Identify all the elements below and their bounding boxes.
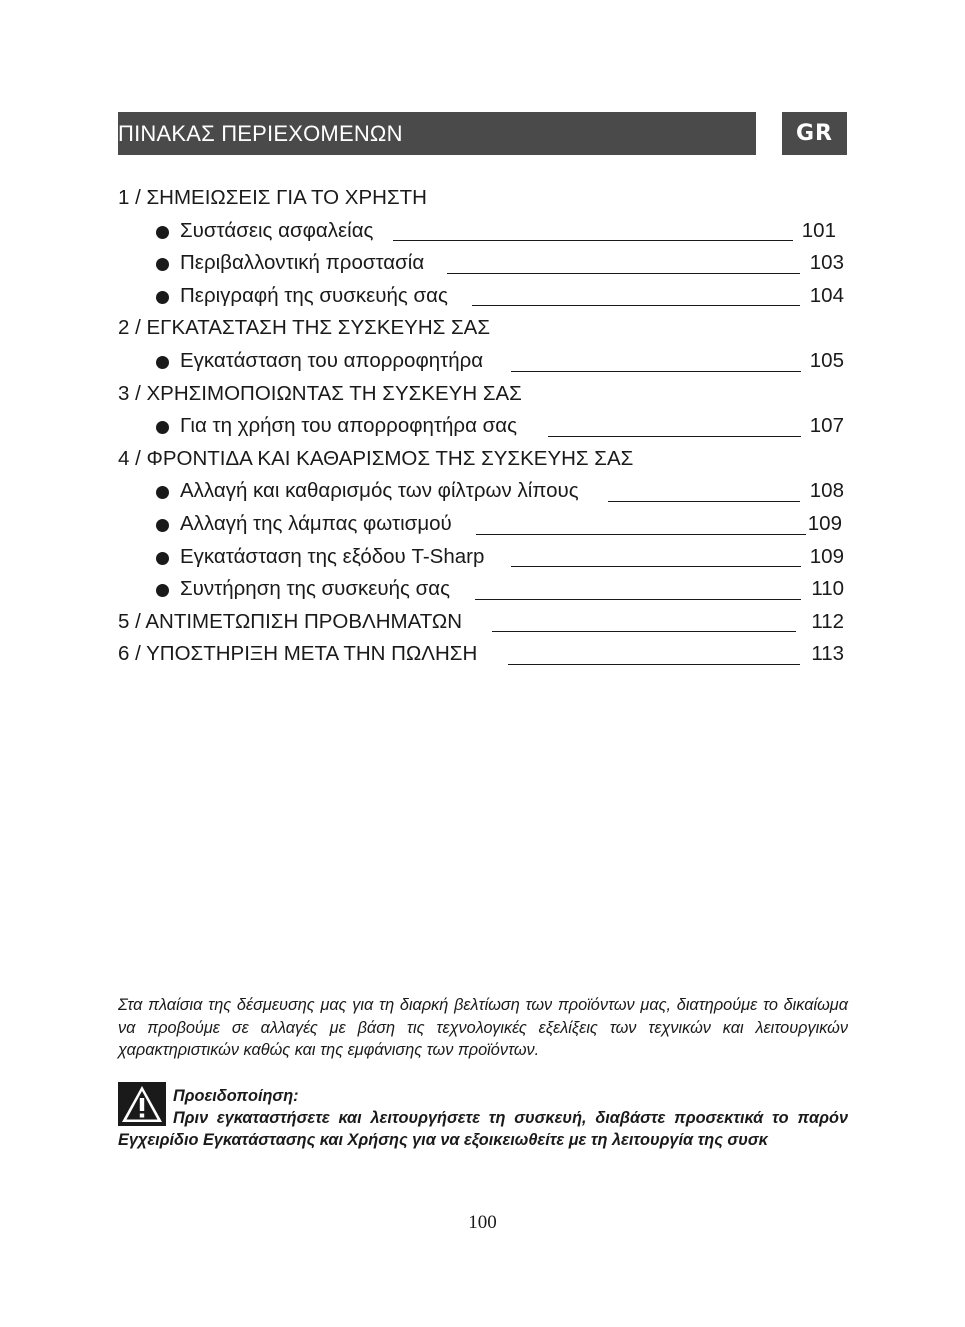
toc-entry bbox=[118, 410, 848, 443]
toc-entry-label: Για τη χρήση του απορροφητήρα σας bbox=[180, 414, 518, 438]
dot-leader bbox=[508, 664, 800, 665]
toc-entry-label: Περιβαλλοντική προστασία bbox=[180, 251, 425, 275]
bullet-icon bbox=[156, 552, 169, 565]
toc-page-number: 107 bbox=[809, 414, 844, 438]
toc-page-number: 110 bbox=[811, 577, 844, 601]
toc-section-label: 6 / ΥΠΟΣΤΗΡΙΞΗ ΜΕΤΑ ΤΗΝ ΠΩΛΗΣΗ bbox=[118, 642, 478, 666]
bullet-icon bbox=[156, 356, 169, 369]
toc-section-label: 1 / ΣΗΜΕΙΩΣΕΙΣ ΓΙΑ ΤΟ ΧΡΗΣΤΗ bbox=[118, 186, 427, 209]
toc-page-number: 113 bbox=[811, 642, 844, 666]
toc-page-number: 108 bbox=[809, 479, 844, 503]
toc-page-number: 109 bbox=[807, 511, 842, 535]
warning-line-1: Πριν εγκαταστήσετε και λειτουργήσετε τη συσκευή, διαβάστε προσεκτικά το bbox=[173, 1109, 789, 1127]
warning-notice bbox=[118, 1085, 848, 1151]
toc-entry bbox=[118, 247, 848, 280]
disclaimer-text: Στα πλαίσια της δέσμευσης μας για τη διαρκή βελτίωση των προϊόντων μας, διατηρούμε το δικαίωμα να προβούμε σε αλλαγές με βάση τις τεχνολογικές εξελίξεις των τεχνικών και λειτουργικών χαρακτηριστικών καθώς και της εμφάνισης των προϊόντων. bbox=[118, 996, 848, 1059]
toc-entry bbox=[118, 541, 848, 574]
dot-leader bbox=[393, 240, 793, 241]
bullet-icon bbox=[156, 486, 169, 499]
dot-leader bbox=[608, 501, 800, 502]
toc-section-label: 3 / ΧΡΗΣΙΜΟΠΟΙΩΝΤΑΣ ΤΗ ΣΥΣΚΕΥΗ ΣΑΣ bbox=[118, 381, 522, 405]
language-badge: GR bbox=[782, 112, 847, 155]
dot-leader bbox=[492, 631, 796, 632]
toc-section-5 bbox=[118, 606, 848, 639]
toc-entry-label: Συντήρηση της συσκευής σας bbox=[180, 577, 450, 601]
dot-leader bbox=[447, 273, 800, 274]
toc-section-2 bbox=[118, 312, 848, 345]
dot-leader bbox=[548, 436, 801, 437]
page-title: ΠΙΝΑΚΑΣ ΠΕΡΙΕΧΟΜΕΝΩΝ bbox=[118, 112, 756, 155]
warning-body: παρόν Εγχειρίδιο Εγκατάστασης και Χρήσης για να εξοικειωθείτε με τη λειτουργία της συσκ bbox=[118, 1109, 848, 1149]
toc-section-label: 2 / ΕΓΚΑΤΑΣΤΑΣΗ ΤΗΣ ΣΥΣΚΕΥΗΣ ΣΑΣ bbox=[118, 316, 491, 340]
toc-page-number: 105 bbox=[809, 348, 844, 372]
dot-leader bbox=[511, 566, 801, 567]
toc-entry-label: Αλλαγή και καθαρισμός των φίλτρων λίπους bbox=[180, 479, 579, 503]
toc-section-1 bbox=[118, 182, 848, 215]
bullet-icon bbox=[156, 421, 169, 434]
dot-leader bbox=[472, 305, 800, 306]
toc-entry bbox=[118, 508, 848, 541]
toc-entry bbox=[118, 345, 848, 378]
toc-entry bbox=[118, 280, 848, 313]
toc-entry-label: Εγκατάσταση του απορροφητήρα bbox=[180, 348, 484, 372]
dot-leader bbox=[475, 599, 801, 600]
toc-section-3 bbox=[118, 378, 848, 411]
toc-section-6 bbox=[118, 638, 848, 671]
toc-page-number: 104 bbox=[809, 283, 844, 307]
toc-entry-label: Αλλαγή της λάμπας φωτισμού bbox=[180, 511, 452, 535]
toc-section-label: 4 / ΦΡΟΝΤΙΔΑ ΚΑΙ ΚΑΘΑΡΙΣΜΟΣ ΤΗΣ ΣΥΣΚΕΥΗΣ ΣΑΣ bbox=[118, 446, 634, 470]
toc-page-number: 101 bbox=[801, 218, 836, 242]
table-of-contents bbox=[118, 182, 848, 671]
page-number: 100 bbox=[468, 1212, 497, 1233]
bullet-icon bbox=[156, 519, 169, 532]
dot-leader bbox=[511, 371, 801, 372]
toc-section-label: 5 / ΑΝΤΙΜΕΤΩΠΙΣΗ ΠΡΟΒΛΗΜΑΤΩΝ bbox=[118, 609, 463, 633]
bullet-icon bbox=[156, 291, 169, 304]
toc-entry bbox=[118, 475, 848, 508]
bullet-icon bbox=[156, 584, 169, 597]
toc-entry bbox=[118, 573, 848, 606]
bullet-icon bbox=[156, 258, 169, 271]
toc-entry-label: Εγκατάσταση της εξόδου T-Sharp bbox=[180, 544, 485, 568]
warning-title: Προειδοποίηση: bbox=[173, 1087, 299, 1105]
toc-page-number: 112 bbox=[811, 609, 844, 633]
toc-entry bbox=[118, 215, 848, 248]
toc-entry-label: Περιγραφή της συσκευής σας bbox=[180, 283, 448, 307]
dot-leader bbox=[476, 534, 806, 535]
toc-page-number: 103 bbox=[809, 251, 844, 275]
toc-entry-label: Συστάσεις ασφαλείας bbox=[180, 218, 374, 242]
bullet-icon bbox=[156, 226, 169, 239]
toc-section-4 bbox=[118, 443, 848, 476]
toc-page-number: 109 bbox=[809, 544, 844, 568]
